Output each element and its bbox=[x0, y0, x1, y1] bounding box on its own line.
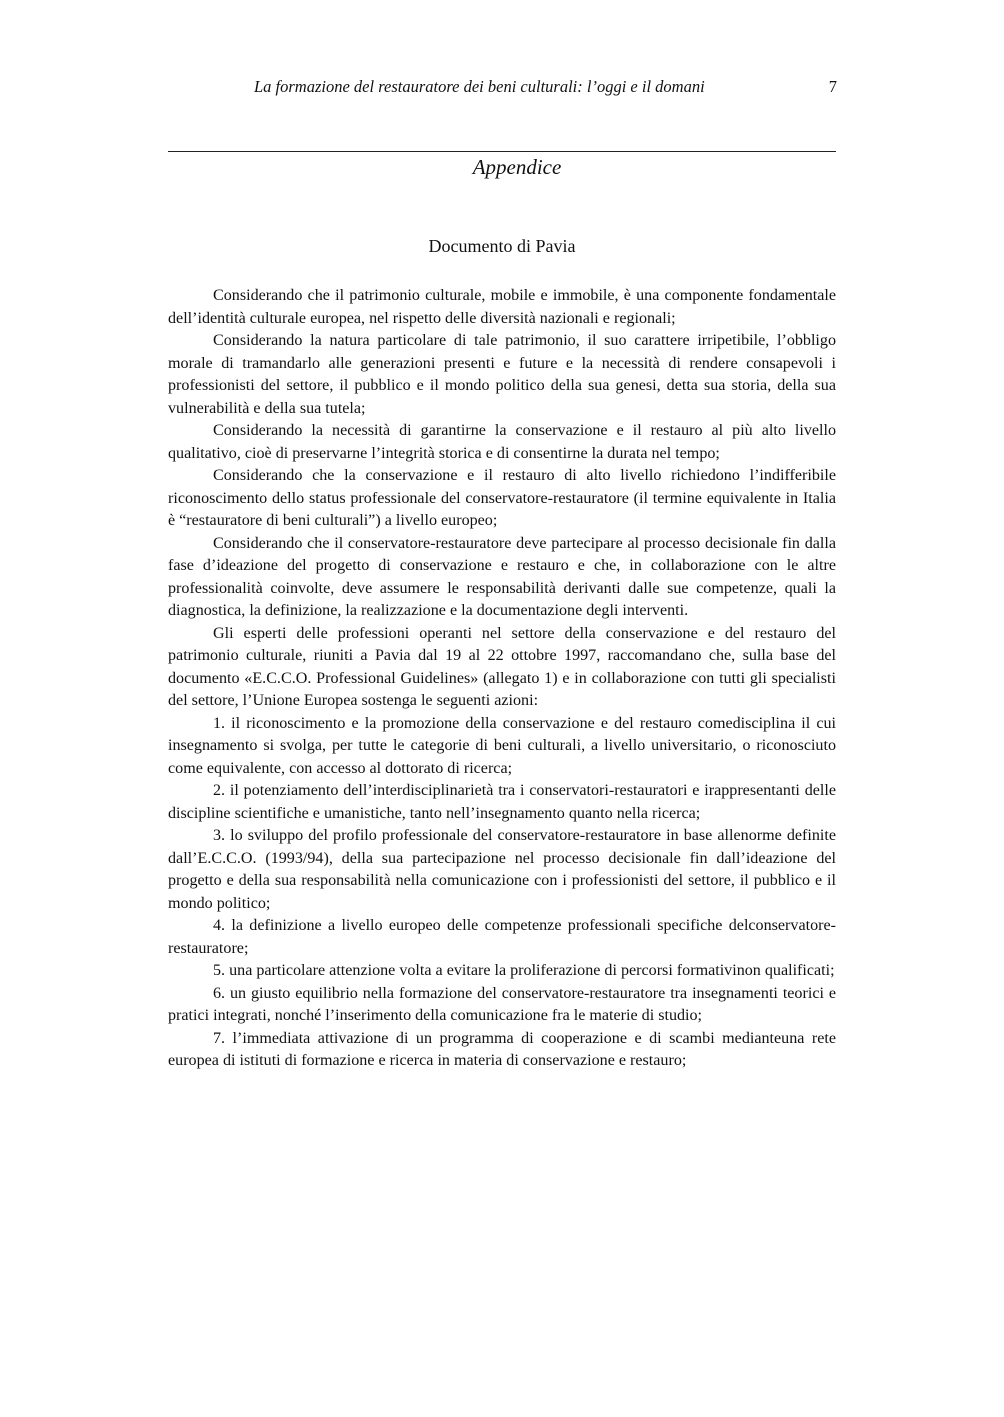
list-item-action-1: 1. il riconoscimento e la promozione della conservazione e del restauro comedisciplina il cui insegnamento si svolga, per tutte le categorie di beni culturali, a livello universitario, o riconosciuto come equivalente, con accesso al dottorato di ricerca; bbox=[168, 714, 836, 777]
page-number: 7 bbox=[828, 77, 837, 96]
header-divider bbox=[168, 151, 836, 152]
list-item-action-2: 2. il potenziamento dell’interdisciplinarietà tra i conservatori-restauratori e irappresentanti delle discipline scientifiche e umanistiche, tanto nell’insegnamento quanto nella ricerca; bbox=[168, 782, 836, 822]
paragraph-considerando-3: Considerando la necessità di garantirne la conservazione e il restauro al più alto livello qualitativo, cioè di preservarne l’integrità storica e di consentirne la durata nel tempo; bbox=[168, 422, 836, 462]
running-title: La formazione del restauratore dei beni culturali: l’oggi e il domani bbox=[254, 77, 705, 96]
paragraph-recommendation-intro: Gli esperti delle professioni operanti nel settore della conservazione e del restauro del patrimonio culturale, riuniti a Pavia dal 19 al 22 ottobre 1997, raccomandano che, sulla base del documento «E.C.C.O. Professional Guidelines» (allegato 1) e in collaborazione con tutti gli specialisti del settore, l’Unione Europea sostenga le seguenti azioni: bbox=[168, 624, 836, 709]
list-item-action-6: 6. un giusto equilibrio nella formazione del conservatore-restauratore tra insegnamenti teorici e pratici integrati, nonché l’inserimento della comunicazione fra le materie di studio; bbox=[168, 984, 836, 1024]
running-header bbox=[168, 76, 837, 100]
paragraph-considerando-1: Considerando che il patrimonio culturale, mobile e immobile, è una componente fondamentale dell’identità culturale europea, nel rispetto delle diversità nazionali e regionali; bbox=[168, 287, 836, 327]
paragraph-considerando-4: Considerando che la conservazione e il restauro di alto livello richiedono l’indifferibile riconoscimento dello status professionale del conservatore-restauratore (il termine equivalente in Italia è “restauratore di beni culturali”) a livello europeo; bbox=[168, 467, 836, 529]
paragraph-considerando-2: Considerando la natura particolare di tale patrimonio, il suo carattere irripetibile, l’obbligo morale di tramandarlo alle generazioni presenti e future e la necessità di rendere consapevoli i professionisti del settore, il pubblico e il mondo politico della sua genesi, detta sua storia, della sua vulnerabilità e della sua tutela; bbox=[168, 332, 836, 417]
section-title: Appendice bbox=[472, 155, 562, 179]
list-item-action-3: 3. lo sviluppo del profilo professionale del conservatore-restauratore in base allenorme definite dall’E.C.C.O. (1993/94), della sua partecipazione nel processo decisionale fin dall’ideazione del progetto e della sua responsabilità nella comunicazione con i professionisti del settore, il pubblico e il mondo politico; bbox=[168, 827, 836, 912]
paragraph-considerando-5: Considerando che il conservatore-restauratore deve partecipare al processo decisionale fin dalla fase d’ideazione del progetto di conservazione e restauro e che, in collaborazione con le altre professionalità coinvolte, deve assumere le responsabilità derivanti dalle sue competenze, quali la diagnostica, la definizione, la realizzazione e la documentazione degli interventi. bbox=[168, 534, 836, 619]
list-item-action-5: 5. una particolare attenzione volta a evitare la proliferazione di percorsi formativinon qualificati; bbox=[213, 962, 835, 979]
document-body bbox=[168, 285, 836, 1073]
list-item-action-4: 4. la definizione a livello europeo delle competenze professionali specifiche delconservatore-restauratore; bbox=[168, 917, 836, 957]
document-title: Documento di Pavia bbox=[428, 236, 576, 256]
list-item-action-7: 7. l’immediata attivazione di un programma di cooperazione e di scambi medianteuna rete europea di istituti di formazione e ricerca in materia di conservazione e restauro; bbox=[168, 1029, 836, 1069]
